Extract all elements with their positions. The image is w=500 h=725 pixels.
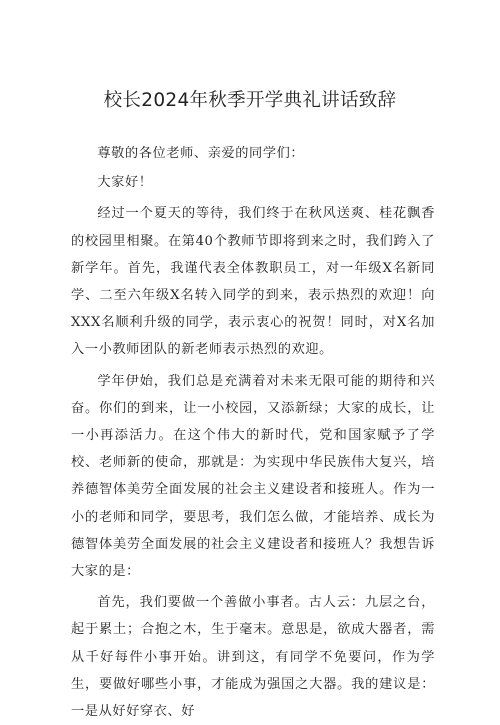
paragraph-3: 首先，我们要做一个善做小事者。古人云：九层之台，起于累土；合抱之木，生于毫末。意思是，欲成大器者，需从千好每件小事开始。讲到这，有同学不免要问，作为学生，要做好哪些小事，才能成为强国之大器。我的建议是：一是从好好穿衣、好 <box>71 595 435 720</box>
paragraph-1: 经过一个夏天的等待，我们终于在秋风送爽、桂花飘香的校园里相聚。在第40个教师节即将到来之时，我们跨入了新学年。首先，我谨代表全体教职员工，对一年级X名新同学、二至六年级X名转入同学的到来，表示热烈的欢迎！向XXX名顺利升级的同学，表示衷心的祝贺！同时，对X名加入一小教师团队的新老师表示热烈的欢迎。 <box>71 206 435 358</box>
salutation: 尊敬的各位老师、亲爱的同学们： <box>97 146 305 161</box>
greeting: 大家好！ <box>97 175 153 191</box>
document-title: 校长2024年秋季开学典礼讲话致辞 <box>103 90 397 111</box>
paragraph-2: 学年伊始，我们总是充满着对未来无限可能的期待和兴奋。你们的到来，让一小校园，又添新绿；大家的成长，让一小再添活力。在这个伟大的新时代，党和国家赋予了学校、老师新的使命，那就是：为实现中华民族伟大复兴，培养德智体美劳全面发展的社会主义建设者和接班人。作为一小的老师和同学，要思考，我们怎么做，才能培养、成长为德智体美劳全面发展的社会主义建设者和接班人？我想告诉大家的是： <box>71 373 435 580</box>
document-body <box>71 140 435 725</box>
